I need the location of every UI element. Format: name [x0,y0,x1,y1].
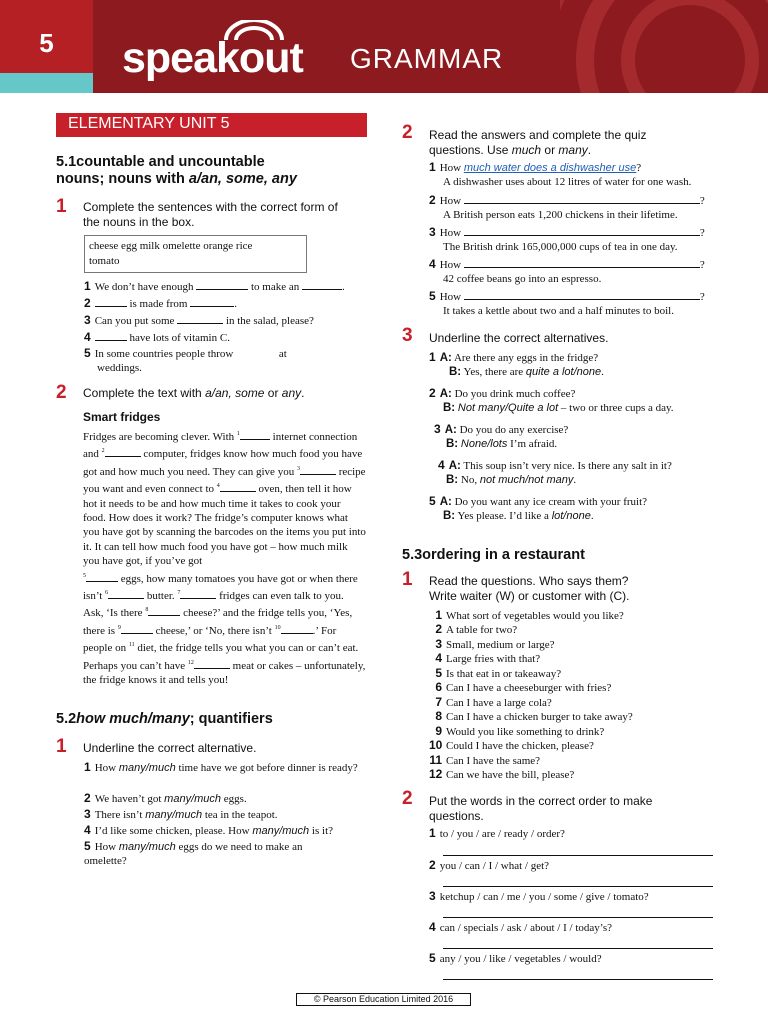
list-item: 10 Could I have the chicken, please? [429,738,594,752]
quiz-item: 3 How ? The British drink 165,000,000 cups of tea in one day. [429,225,705,253]
list-item: 3 Small, medium or large? [435,637,555,651]
item-number: 3 [84,313,91,327]
answer-blank[interactable] [105,448,141,457]
underline-option[interactable]: quite a lot/none [525,366,602,378]
item-text: have lots of vitamin C. [129,332,230,344]
exercise-instruction: Read the questions. Who says them? Write waiter (W) or customer with (C). [429,574,630,603]
item-text: . [234,298,237,310]
quiz-item: 5 How ? It takes a kettle about two and a half minutes to boil. [429,289,705,317]
answer-blank[interactable] [95,331,127,341]
list-item: 2 We haven’t got many/much eggs. [84,791,247,805]
answer-line[interactable] [443,948,713,949]
answer-blank[interactable] [302,280,342,290]
answer-blank[interactable] [464,258,700,268]
exercise-number: 1 [56,196,67,217]
list-item: 2 you / can / I / what / get? [429,858,550,872]
item-text: . [342,281,345,293]
exercise-number: 2 [402,788,413,809]
answer-blank[interactable] [190,297,234,307]
list-item: 5 How many/much eggs do we need to make an omelette? [84,839,303,867]
item-number: 4 [84,330,91,344]
teal-strip [0,73,93,93]
answer-blank[interactable] [240,431,270,440]
copyright-notice: © Pearson Education Limited 2016 [296,993,471,1006]
answer-blank[interactable] [220,483,256,492]
example-answer: much water does a dishwasher use [463,162,637,174]
exercise-number: 1 [402,569,413,590]
list-item: 2 A table for two? [435,622,518,636]
exercise-number: 1 [56,736,67,757]
dialogue-item: 2 A: Do you drink much coffee? B: Not many/Quite a lot – two or three cups a day. [429,386,674,414]
dialogue-item: 4 A: This soup isn’t very nice. Is there any salt in it? B: No, not much/not many. [438,458,672,486]
answer-blank[interactable] [108,590,144,599]
item-number: 5 [84,346,91,360]
quiz-item: 1 How much water does a dishwasher use? A dishwasher uses about 12 litres of water for one wash. [429,160,692,188]
text-heading: Smart fridges [83,410,161,424]
list-item [84,279,369,294]
item-text: Can you put some [94,315,175,327]
smart-fridges-text: Fridges are becoming clever. With $^1$ internet connection and $^2$ computer, fridges know how much food you have got and how much you need. They can give you $^3$ recipe you want and even connect to $^4$ oven, then tell it how hot it needs to be and how much time it takes to cook your food. How does it work? The fridge’s computer knows what you have got by scanning the barcodes on the items you put into it. It can tell how much food you have got – how much milk you have got, if you’ve got $^5$ eggs, how many tomatoes you have got or when there isn’t $^6$ butter. $^7$ fridges can even talk to you. Ask, ‘Is there $^8$ cheese?’ and the fridge tells you, ‘Yes, there is $^9$ cheese,’ or ‘No, there isn’t $^{10}$ .’ For people on $^{11}$ diet, the fridge tells you what you can or can’t eat. Perhaps you can’t have $^{12}$ meat or cakes – unfortunately, the fridge knows it and tells you! [83,431,366,687]
answer-blank[interactable] [148,607,180,616]
underline-option[interactable]: many/much [252,825,310,837]
list-item: 4 I’d like some chicken, please. How many/much is it? [84,823,334,837]
exercise-number: 2 [56,382,67,403]
item-number: 1 [84,279,91,293]
underline-option[interactable]: not much/not many [479,474,574,486]
list-item: 4 can / specials / ask / about / I / today’s? [429,920,612,934]
item-text: at [278,348,287,360]
word-box-line: cheese egg milk omelette orange rice [89,240,253,252]
underline-option[interactable]: many/much [164,793,222,805]
list-item: 12 Can we have the bill, please? [429,767,575,781]
answer-line[interactable] [443,855,713,856]
quiz-item: 4 How ? 42 coffee beans go into an espresso. [429,257,705,285]
list-item: 4 Large fries with that? [435,651,541,665]
exercise-number: 2 [402,122,413,143]
underline-option[interactable]: None/lots [460,438,508,450]
item-number: 2 [84,296,91,310]
unit-number-box [0,0,93,93]
answer-blank[interactable] [121,625,153,634]
list-item: 1 How many/much time have we got before dinner is ready? [84,760,358,774]
header-subtitle: GRAMMAR [350,43,504,74]
dialogue-item: 1 A: Are there any eggs in the fridge? B: Yes, there are quite a lot/none. [429,350,604,378]
section-5-2-title: 5.2how much/many; quantifiers [56,711,273,727]
answer-blank[interactable] [180,590,216,599]
list-item: 3 ketchup / can / me / you / some / give / tomato? [429,889,649,903]
answer-line[interactable] [443,979,713,980]
answer-line[interactable] [443,886,713,887]
list-item [84,330,369,345]
brand-logo: speakout [122,34,303,82]
item-text: In some countries people throw [94,348,234,360]
list-item: 7 Can I have a large cola? [435,695,552,709]
dialogue-item: 3 A: Do you do any exercise? B: None/lots I’m afraid. [434,422,569,450]
item-text: to make an [251,281,300,293]
underline-option[interactable]: many/much [145,809,203,821]
item-text: weddings. [97,362,142,374]
answer-blank[interactable] [464,194,700,204]
item-text: is made from [129,298,188,310]
dialogue-item: 5 A: Do you want any ice cream with your fruit? B: Yes please. I’d like a lot/none. [429,494,648,522]
answer-blank[interactable] [86,573,118,582]
answer-blank[interactable] [196,280,248,290]
answer-blank[interactable] [177,314,223,324]
answer-blank[interactable] [194,660,230,669]
list-item [84,313,369,328]
word-box-line: tomato [89,255,120,267]
answer-blank[interactable] [464,290,700,300]
section-number: 5.1 [56,154,77,170]
header-decoration [560,0,768,93]
section-5-1-title [56,154,356,188]
list-item [84,296,369,311]
exercise-instruction: Read the answers and complete the quiz questions. Use much or many. [429,128,647,157]
answer-blank[interactable] [281,625,313,634]
unit-banner: ELEMENTARY UNIT 5 [56,113,367,137]
answer-blank[interactable] [300,466,336,475]
section-title-italic: a/an, some, any [188,171,297,187]
underline-option[interactable]: many/much [118,841,176,853]
underline-option[interactable]: Not many/Quite a lot [457,402,559,414]
list-item: 5 any / you / like / vegetables / would? [429,951,602,965]
quiz-item: 2 How ? A British person eats 1,200 chickens in their lifetime. [429,193,705,221]
exercise-instruction: Put the words in the correct order to make questions. [429,794,653,823]
page-header [0,0,768,93]
item-text: We don’t have enough [94,281,194,293]
section-title: nouns; nouns with [56,171,189,187]
exercise-instruction: Underline the correct alternatives. [429,331,609,345]
list-item: 5 Is that eat in or takeaway? [435,666,562,680]
underline-option[interactable]: many/much [118,762,176,774]
answer-blank[interactable] [464,226,700,236]
list-item: 9 Would you like something to drink? [435,724,605,738]
section-title: countable and uncountable [76,154,265,170]
exercise-instruction: Complete the text with a/an, some or any. [83,386,305,400]
list-item: 3 There isn’t many/much tea in the teapot. [84,807,278,821]
list-item: 1 What sort of vegetables would you like? [435,608,624,622]
underline-option[interactable]: lot/none [551,510,591,522]
answer-line[interactable] [443,917,713,918]
section-5-3-title: 5.3ordering in a restaurant [402,547,585,563]
list-item: 6 Can I have a cheeseburger with fries? [435,680,612,694]
unit-number: 5 [39,28,54,58]
list-item [84,346,369,375]
list-item: 11 Can I have the same? [429,753,541,767]
word-box [84,235,307,273]
answer-blank[interactable] [95,297,127,307]
exercise-instruction: Complete the sentences with the correct form of the nouns in the box. [83,200,338,229]
list-item: 1 to / you / are / ready / order? [429,826,565,840]
exercise-number: 3 [402,325,413,346]
item-text: in the salad, please? [225,315,314,327]
list-item: 8 Can I have a chicken burger to take away? [435,709,633,723]
exercise-instruction: Underline the correct alternative. [83,741,257,755]
